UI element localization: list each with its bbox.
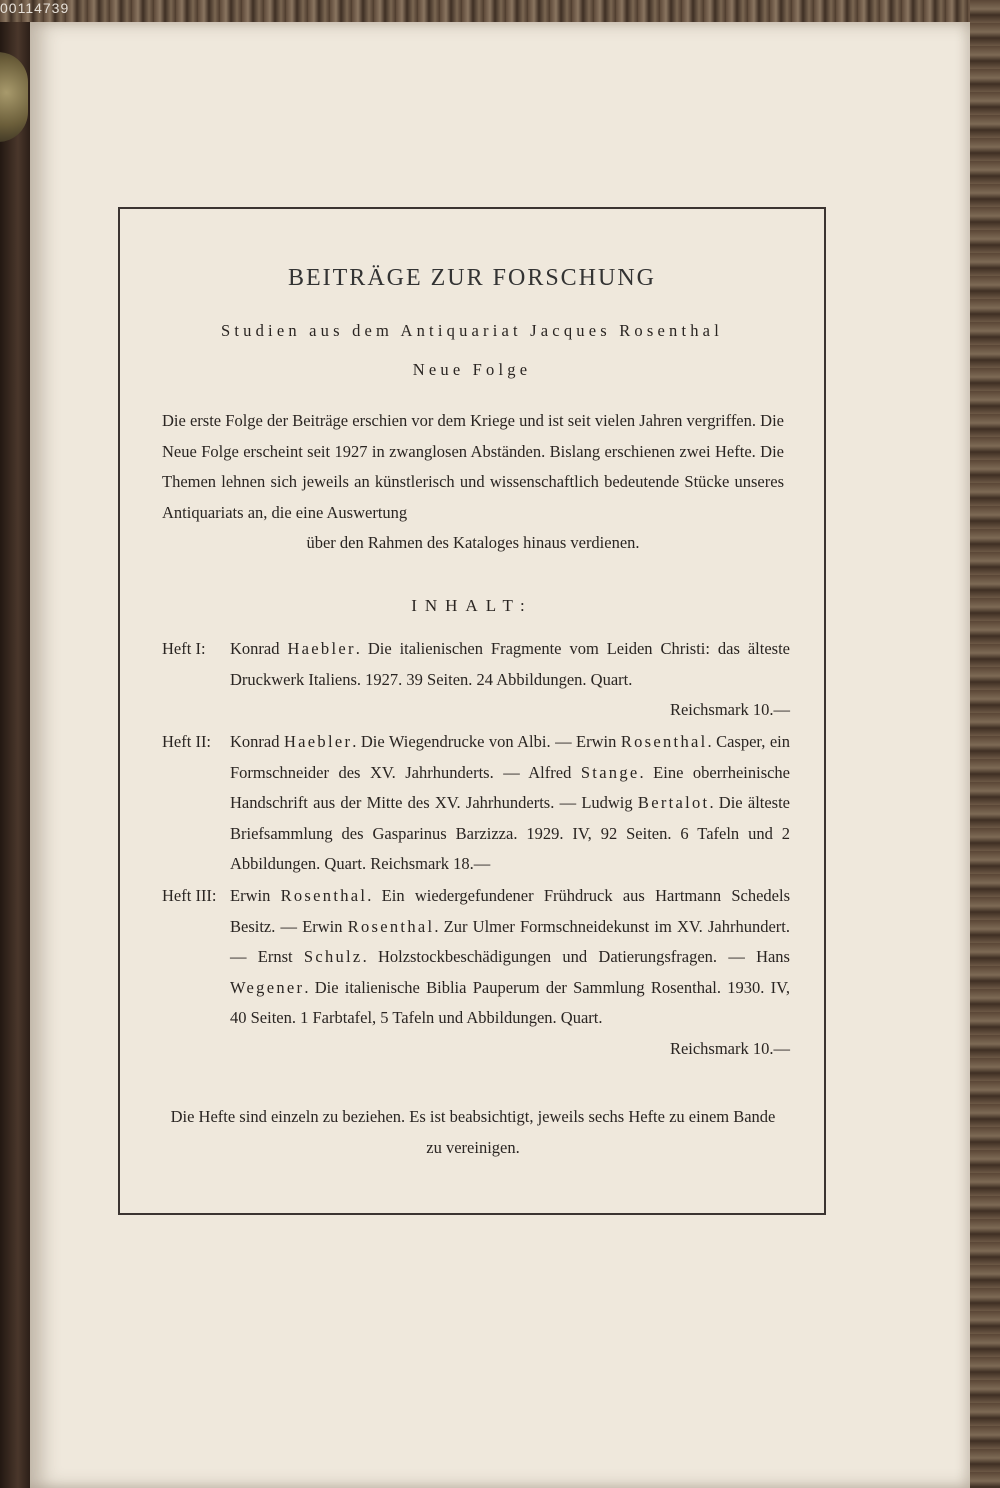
author-firstname: Konrad [230, 639, 280, 658]
author-surname: Rosenthal [280, 886, 368, 905]
author-surname: Rosenthal [620, 732, 708, 751]
author-surname: Rosenthal [347, 916, 435, 936]
entry-text: . Eine oberrheinische Handschrift aus der Mitte des XV. Jahrhunderts. — Ludwig [230, 762, 791, 812]
entry-body [230, 727, 790, 880]
entry-label: Heft II: [162, 732, 212, 751]
contents-entry-heft-3 [162, 881, 790, 1064]
intro-text: Die erste Folge der Beiträge erschien vor dem Kriege und ist seit vielen Jahren vergriffen. Die Neue Folge erscheint seit 1927 in zwanglosen Abständen. Bislang erschienen zwei Hefte. Die Themen lehnen sich jeweils an künstlerisch und wissenschaftlich bedeutende Stücke unseres Antiquariats an, die eine Auswertung [162, 411, 784, 522]
contents-entry-heft-2 [162, 727, 790, 880]
book-cover-left-edge [0, 0, 30, 1488]
entry-text: . Ein wiedergefundener Frühdruck aus Hartmann Schedels Besitz. — Erwin [230, 886, 790, 936]
author-surname: Stange [580, 762, 640, 782]
intro-last-line: über den Rahmen des Kataloges hinaus verdienen. [306, 533, 640, 552]
closing-note: Die Hefte sind einzeln zu beziehen. Es ist beabsichtigt, jeweils sechs Hefte zu einem Bande zu vereinigen. [170, 1107, 776, 1157]
entry-label: Heft III: [162, 886, 217, 905]
author-surname: Wegener [230, 977, 305, 997]
contents-entry-heft-1 [162, 634, 790, 726]
author-surname: Haebler [283, 732, 353, 751]
entry-text: . Die älteste Briefsammlung des Gasparinus Barzizza. 1929. IV, 92 Seiten. 6 Tafeln und 2 Abbildungen. Quart. Reichsmark 18.— [230, 793, 791, 873]
book-cover-top-edge [0, 0, 1000, 22]
contents-heading: INHALT: [411, 596, 533, 615]
page-title: BEITRÄGE ZUR FORSCHUNG [287, 265, 657, 291]
author-surname: Schulz [303, 947, 363, 966]
entry-text: . Holzstockbeschädigungen und Datierungsfragen. — Hans [362, 947, 790, 966]
entry-price: Reichsmark 10.— [669, 1038, 790, 1058]
entry-text: Konrad [230, 732, 284, 751]
entry-text: . Casper, ein Formschneider des XV. Jahrhunderts. — Alfred [230, 732, 790, 782]
page-subtitle: Studien aus dem Antiquariat Jacques Rosenthal [221, 321, 723, 340]
author-surname: Bertalot [637, 793, 710, 812]
entry-text: . Zur Ulmer Formschneidekunst im XV. Jahrhundert. — Ernst [230, 916, 790, 966]
book-page [30, 22, 970, 1488]
intro-paragraph [162, 406, 784, 559]
book-cover-right-edge [970, 0, 1000, 1488]
entry-text: . Die italienischen Fragmente vom Leiden Christi: das älteste Druckwerk Italiens. 1927. 39 Seiten. 24 Abbildungen. Quart. [230, 639, 791, 689]
entry-text: . Die italienische Biblia Pauperum der Sammlung Rosenthal. 1930. IV, 40 Seiten. 1 Farbtafel, 5 Tafeln und Abbildungen. Quart. [230, 977, 790, 1027]
entry-text: Erwin [230, 886, 281, 905]
entry-body [230, 881, 790, 1064]
archive-stamp: 00114739 [0, 0, 70, 16]
entry-label: Heft I: [162, 639, 206, 658]
entry-price: Reichsmark 10.— [669, 700, 790, 719]
author-surname: Haebler [287, 639, 356, 658]
entry-body [230, 634, 790, 726]
advertisement-frame [118, 207, 826, 1215]
entry-text: . Die Wiegendrucke von Albi. — Erwin [352, 732, 621, 751]
series-label: Neue Folge [412, 360, 532, 379]
